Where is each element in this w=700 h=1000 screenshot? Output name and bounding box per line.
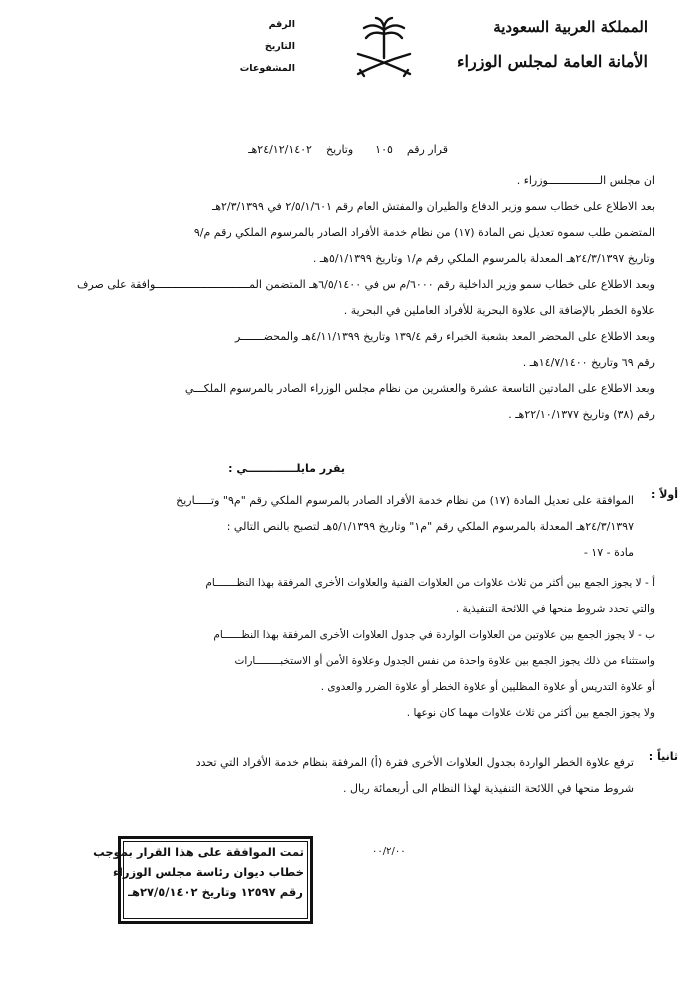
article-first-line: ٢٤/٣/١٣٩٧هـ المعدلة بالمرسوم الملكي رقم "م١" وتاريخ ٥/١/١٣٩٩هـ لتصبح بالنص التالي : (226, 520, 634, 533)
preamble-line: وبعد الاطلاع على المحضر المعد بشعبة الخبراء رقم ١٣٩/٤ وتاريخ ٤/١١/١٣٩٩هـ والمحضـــــــر (235, 330, 655, 343)
article-second-label: ثانياً : (648, 750, 678, 763)
preamble-line: بعد الاطلاع على خطاب سمو وزير الدفاع والطيران والمفتش العام رقم ٢/٥/١/٦٠١ في ٢/٣/١٣٩٩هـ (211, 200, 655, 213)
article-number: مادة - ١٧ - (583, 546, 634, 559)
letterhead-right (448, 18, 648, 71)
decision-date: ٢٤/١٢/١٤٠٢هـ (248, 143, 312, 156)
secretariat-name: الأمانة العامة لمجلس الوزراء (457, 52, 648, 71)
article-clauses (45, 570, 655, 726)
field-number-label: الرقم (268, 19, 295, 30)
article-second-line: ترفع علاوة الخطر الواردة بجدول العلاوات الأخرى فقرة (أ) المرفقة بنظام خدمة الأفراد التي تحدد (195, 756, 634, 769)
preamble-line: رقم ٦٩ وتاريخ ١٤/٧/١٤٠٠هـ . (522, 356, 655, 369)
clause-line: ولا يجوز الجمع بين أكثر من ثلاث علاوات مهما كان نوعها . (406, 707, 655, 719)
article-second-line: شروط منحها في اللائحة التنفيذية لهذا النظام الى أربعمائة ريال . (343, 782, 634, 795)
letterhead-fields (225, 14, 295, 80)
clause-line: ب - لا يجوز الجمع بين علاوتين من العلاوات الواردة في جدول العلاوات الأخرى المرفقة بهذا النظــــــام (213, 629, 655, 641)
article-second (18, 750, 678, 802)
preamble-line: ان مجلس الــــــــــــــــوزراء . (516, 174, 655, 187)
clause-line: واستثناء من ذلك يجوز الجمع بين علاوة واحدة من نفس الجدول وعلاوة الأمن أو الاستخبــــــــارات (234, 655, 655, 667)
stamp-line: تمت الموافقة على هذا القرار بموجب (93, 845, 304, 859)
article-first (18, 488, 678, 566)
article-first-line: الموافقة على تعديل المادة (١٧) من نظام خدمة الأفراد الصادر بالمرسوم الملكي رقم "م٩" وتـــــاريخ (176, 494, 634, 507)
preamble-line: رقم (٣٨) وتاريخ ٢٢/١٠/١٣٧٧هـ . (508, 408, 655, 421)
decision-number-label: قرار رقم (406, 143, 448, 156)
preamble-line: وبعد الاطلاع على خطاب سمو وزير الداخلية رقم ٦٠٠٠/م س في ٦/٥/١٤٠٠هـ المتضمن المـــــــــــــــــــــــــــــوافقة على صرف علاوة الخطر بالإضافة الى علاوة البحرية للأفراد العاملين في البحرية . (77, 278, 655, 317)
decision-date-label: وتاريخ (325, 143, 354, 156)
preamble (70, 168, 655, 428)
field-attachments-label: المشفوعات (239, 63, 295, 74)
preamble-line: وتاريخ ٢٤/٣/١٣٩٧هـ المعدلة بالمرسوم الملكي رقم م/١ وتاريخ ٥/١/١٣٩٩هـ . (312, 252, 655, 265)
stamp-line: خطاب ديوان رئاسة مجلس الوزراء (113, 865, 304, 879)
kingdom-name: المملكة العربية السعودية (493, 18, 648, 36)
palm-and-swords-emblem-icon (352, 14, 416, 80)
approval-stamp (93, 836, 313, 924)
clause-line: أ - لا يجوز الجمع بين أكثر من ثلاث علاوات من العلاوات الفنية والعلاوات الأخرى المرفقة بهذا النظـــــــام (205, 577, 655, 589)
stamp-line: رقم ١٢٥٩٧ وتاريخ ٢٧/٥/١٤٠٢هـ (128, 885, 303, 899)
clause-line: أو علاوة التدريس أو علاوة المظليين أو علاوة الخطر أو علاوة الضرر والعدوى . (320, 681, 655, 693)
preamble-line: المتضمن طلب سموه تعديل نص المادة (١٧) من نظام خدمة الأفراد الصادر بالمرسوم الملكي رقم م/٩ (193, 226, 655, 239)
article-first-label: أولاً : (650, 488, 678, 501)
resolves-heading: يقرر مايلـــــــــــــي : (228, 462, 345, 475)
stamp-side-date: ٠٠/٢/٠٠ (372, 846, 406, 857)
decision-number: ١٠٥ (375, 143, 393, 156)
decision-number-line (248, 143, 448, 156)
field-date-label: التاريخ (264, 41, 295, 52)
preamble-line: وبعد الاطلاع على المادتين التاسعة عشرة والعشرين من نظام مجلس الوزراء الصادر بالمرسوم الملكـــي (184, 382, 655, 395)
clause-line: والتي تحدد شروط منحها في اللائحة التنفيذية . (455, 603, 655, 615)
